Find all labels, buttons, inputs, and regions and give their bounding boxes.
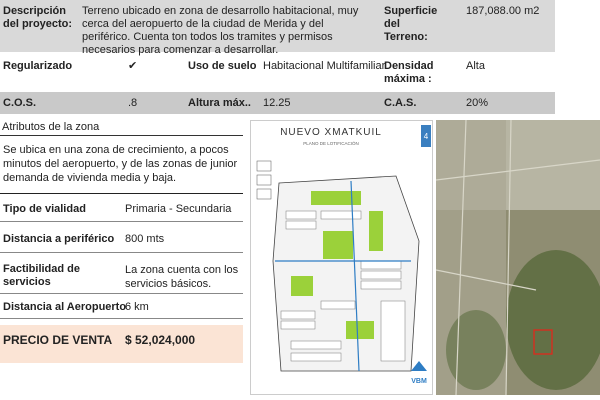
descripcion-label: Descripción del proyecto:	[3, 5, 73, 30]
precio-value: $ 52,024,000	[125, 333, 196, 347]
altura-value: 12.25	[263, 97, 291, 109]
vbm-logo-icon	[411, 361, 427, 371]
atributos-table	[0, 193, 243, 365]
cas-value: 20%	[466, 97, 489, 109]
vialidad-value: Primaria - Secundaria	[125, 203, 232, 215]
regularizado-label: Regularizado	[3, 60, 73, 72]
vbm-logo-text: VBM	[411, 378, 427, 385]
aeropuerto-label: Distancia al Aeropuerto	[3, 301, 127, 313]
cas-label: C.A.S.	[384, 97, 417, 109]
servicios-label: Factibilidad de servicios	[3, 263, 81, 288]
uso-label: Uso de suelo	[188, 60, 257, 72]
cos-label: C.O.S.	[3, 97, 37, 109]
vialidad-label: Tipo de vialidad	[3, 203, 86, 215]
precio-label: PRECIO DE VENTA	[3, 333, 113, 347]
cos-value: .8	[128, 97, 138, 109]
uso-value: Habitacional Multifamiliar	[263, 60, 386, 72]
atributos-description: Se ubica en una zona de crecimiento, a pocos minutos del aeropuerto, y de las zonas de junior demanda de vivienda media y baja.	[3, 144, 238, 184]
atributos-title: Atributos de la zona	[2, 121, 100, 133]
superficie-label: Superficie del Terreno:	[384, 5, 438, 43]
densidad-value: Alta	[466, 60, 485, 72]
plano-title: NUEVO XMATKUIL	[280, 127, 382, 138]
plano-legend	[257, 161, 271, 199]
aerial-photo	[436, 120, 600, 395]
plano-lotificacion	[250, 120, 433, 395]
regularizado-check-icon: ✔	[128, 60, 138, 72]
plano-drawing	[251, 121, 433, 395]
page-badge: 4	[423, 132, 429, 141]
aerial-drawing	[436, 120, 600, 395]
densidad-label: Densidad máxima :	[384, 60, 434, 85]
periferico-value: 800 mts	[125, 233, 165, 245]
aeropuerto-value: 6 km	[125, 301, 149, 313]
periferico-label: Distancia a periférico	[3, 233, 115, 245]
atributos-title-underline	[0, 135, 243, 136]
plano-subtitle: PLANO DE LOTIFICACIÓN	[303, 141, 359, 146]
superficie-value: 187,088.00 m2	[466, 5, 540, 17]
altura-label: Altura máx..	[188, 97, 251, 109]
servicios-value: La zona cuenta con los servicios básicos.	[125, 264, 239, 290]
descripcion-value: Terreno ubicado en zona de desarrollo habitacional, muy cerca del aeropuerto de la ciudad de Merida y del periférico. Cuenta ton todos los tramites y permisos necesarios para comenzar a desarrollar.	[82, 5, 359, 56]
